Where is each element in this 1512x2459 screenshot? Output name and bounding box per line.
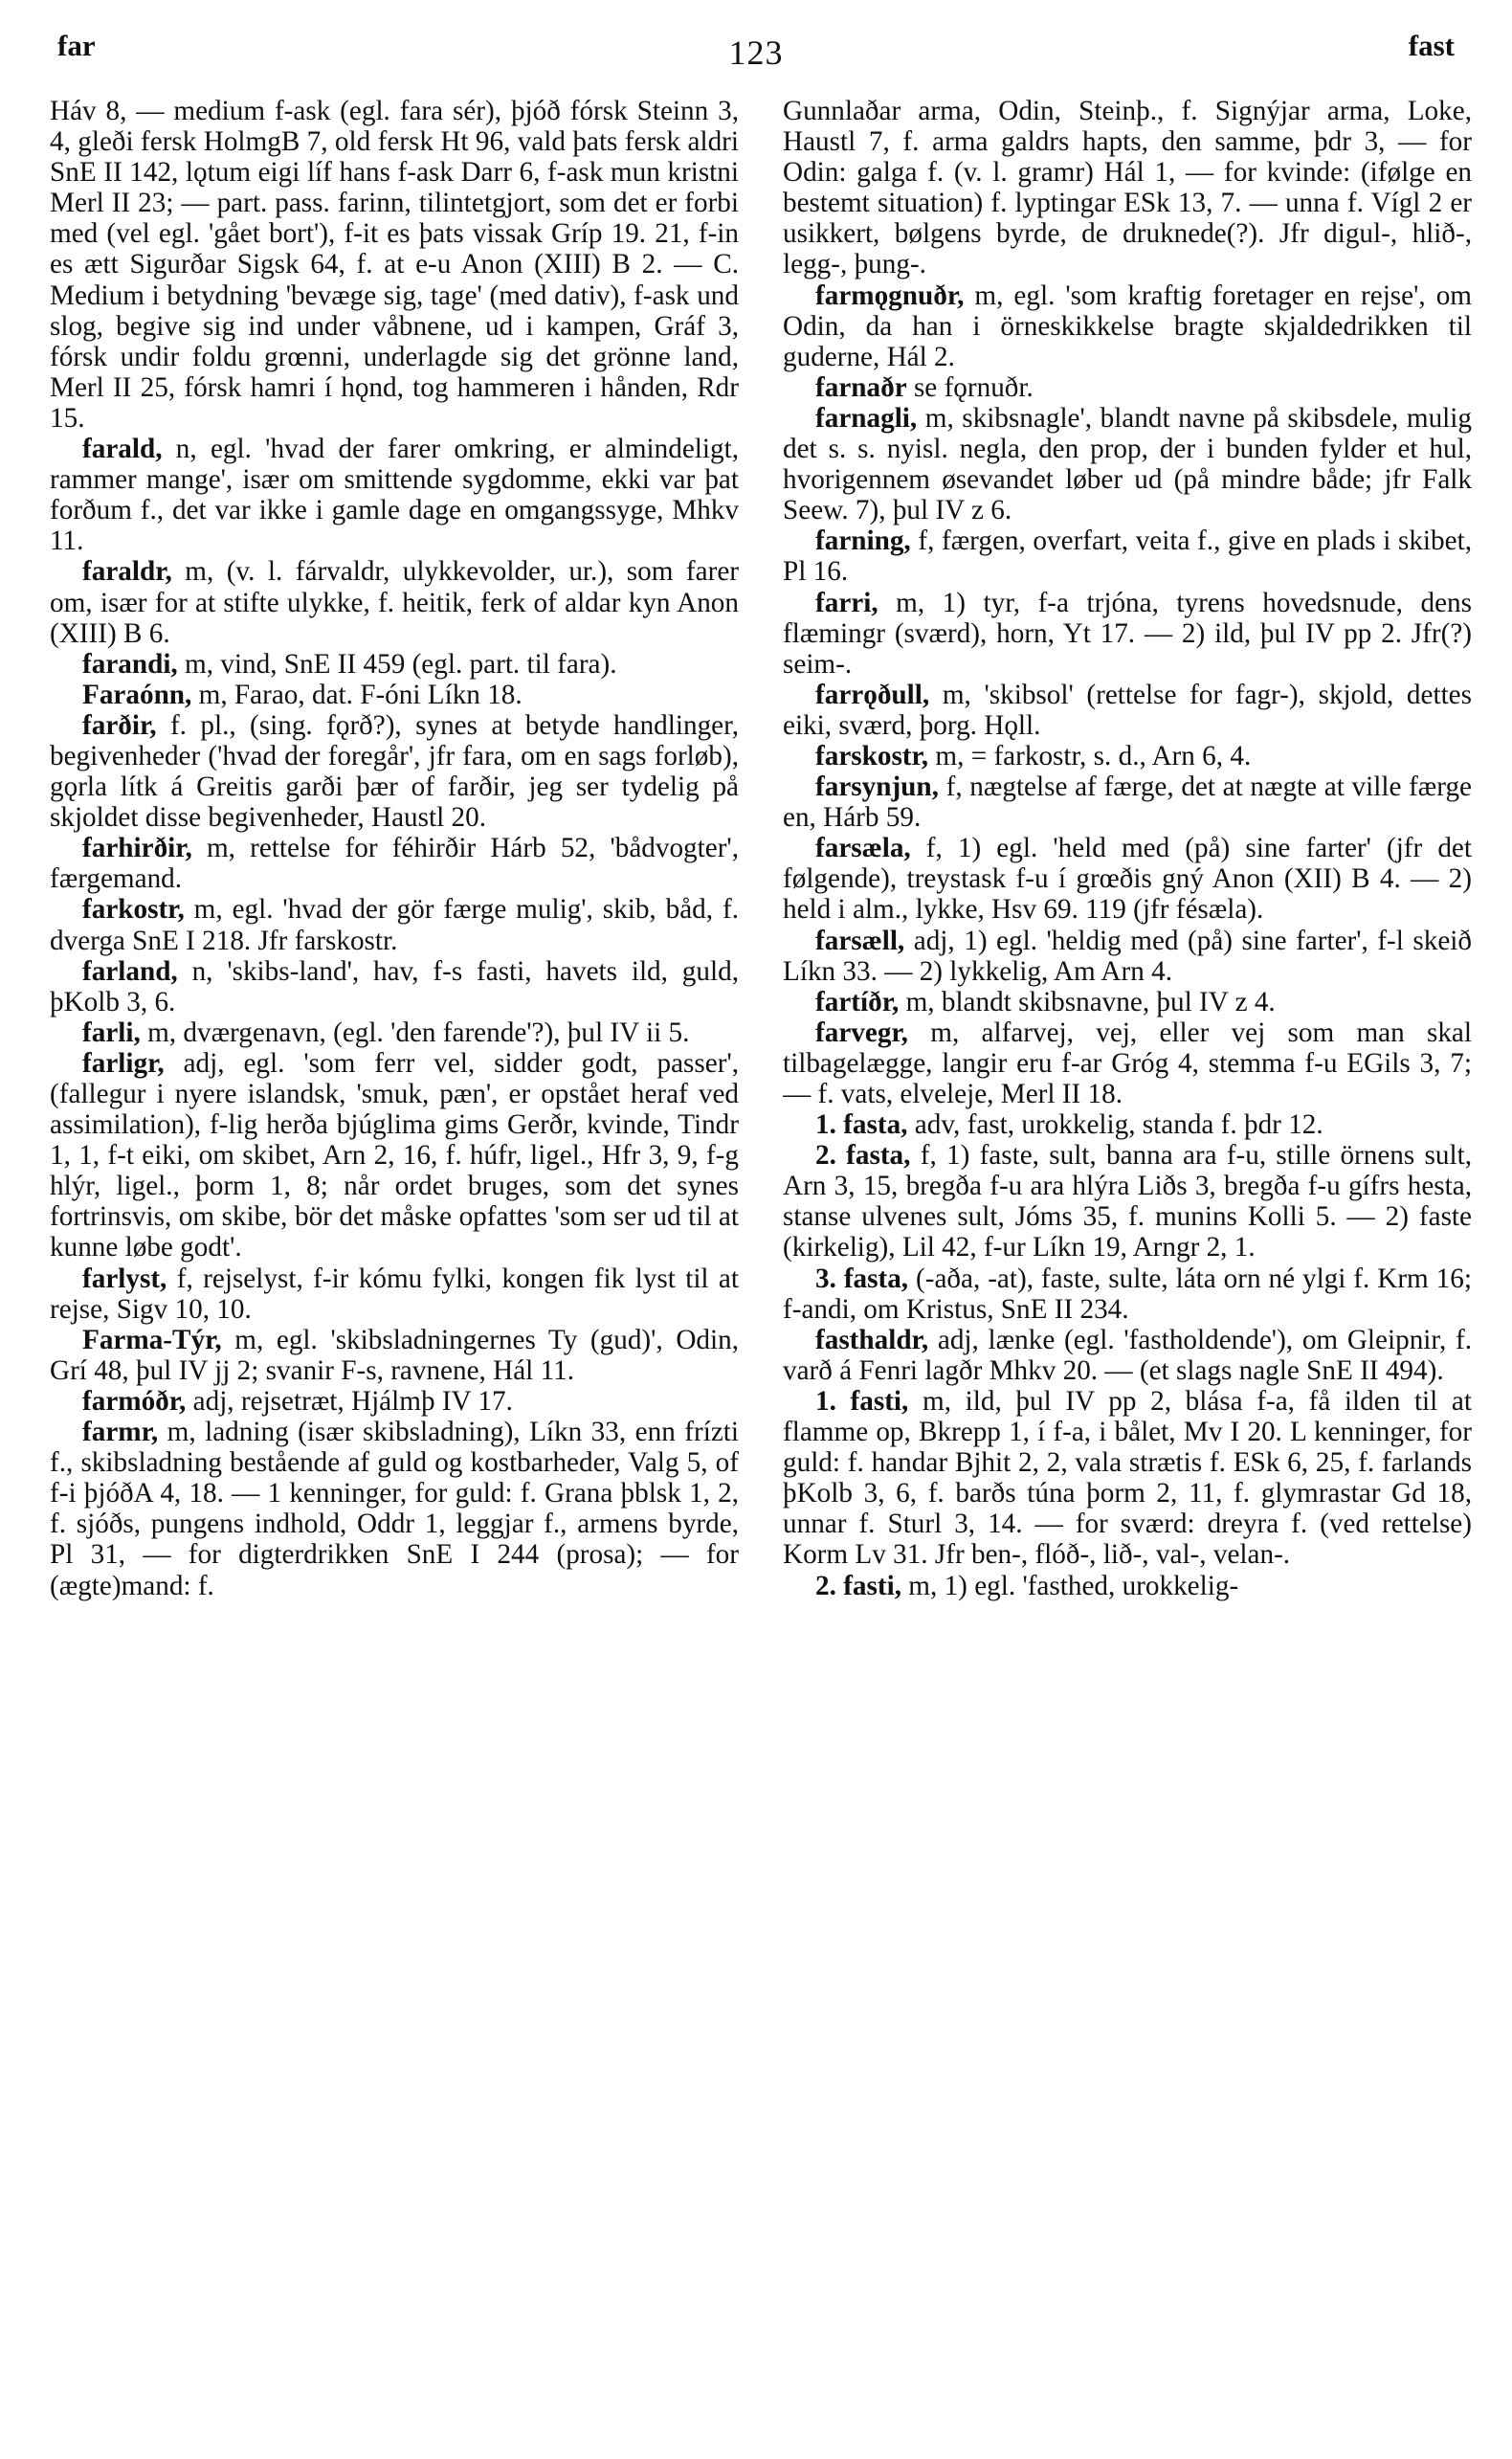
entry-text: adj, 1) egl. 'heldig med (på) sine farter', f-l skeið Líkn 33. — 2) lykkelig, Am Arn 4. [783,925,1472,987]
dictionary-entry [783,1140,1472,1263]
page-number: 123 [728,34,784,72]
entry-headword: 3. fasta, [815,1263,909,1294]
entry-headword: farhirðir, [82,833,192,864]
dictionary-entry [783,987,1472,1017]
entry-headword: Farma-Týr, [82,1324,222,1355]
entry-text: m, ladning (især skibsladning), Líkn 33, enn frízti f., skibsladning bestående af guld og kostbarheder, Valg 5, of f-i þjóðA 4, 18. — 1 kenninger, for guld: f. Grana þblsk 1, 2, f. sjóðs, pungens indhold, Oddr 1, leggjar f., armens byrde, Pl 31, — for digterdrikken SnE I 244 (prosa); — for (ægte)mand: f. [50,1417,739,1601]
dictionary-entry [783,771,1472,833]
entry-headword: farlyst, [82,1263,167,1294]
dictionary-entry [783,280,1472,372]
entry-text: m, ild, þul IV pp 2, blása f-a, få ilden til at flamme op, Bkrepp 1, í f-a, i bålet, Mv I 20. L kenninger, for guld: f. handar Bjhit 2, 2, vala strætis f. ESk 6, 25, f. farlands þKolb 3, 6, f. barðs túna þorm 2, 11, f. glymrastar Gd 18, unnar f. Sturl 3, 14. — for sværd: dreyra f. (ved rettelse) Korm Lv 31. Jfr ben-, flóð-, lið-, val-, velan-. [783,1385,1472,1571]
entry-headword: farkostr, [82,894,185,926]
dictionary-entry [783,1386,1472,1571]
entry-text: m, dværgenavn, (egl. 'den farende'?), þul IV ii 5. [140,1017,690,1048]
entry-text: m, vind, SnE II 459 (egl. part. til fara). [177,648,617,680]
entry-text: n, 'skibs-land', hav, f-s fasti, havets ild, guld, þKolb 3, 6. [50,955,739,1017]
entry-text: f, 1) egl. 'held med (på) sine farter' (jfr det følgende), treystask f-u í grœðis gný Anon (XII) B 4. — 2) held i alm., lykke, Hsv 69. 119 (jfr fésæla). [783,833,1472,926]
dictionary-entry [783,96,1472,280]
dictionary-entry [50,1017,739,1048]
dictionary-entry [50,1325,739,1386]
entry-text: f. pl., (sing. fǫrð?), synes at betyde handlinger, begivenheder ('hvad der foregår', jfr fara, om en sags forløb), gǫrla lítk á Greitis garði þær of farðir, jeg ser tydelig på skjoldet disse begivenheder, Haustl 20. [50,709,739,834]
dictionary-entry [783,926,1472,987]
entry-headword: farnaðr [815,371,907,403]
dictionary-entry [783,588,1472,680]
entry-headword: farmóðr, [82,1385,187,1417]
entry-text: m, Farao, dat. F-óni Líkn 18. [191,679,523,710]
entry-headword: farandi, [82,648,178,680]
entry-text: m, (v. l. fárvaldr, ulykkevolder, ur.), som farer om, især for at stifte ulykke, f. heitik, ferk of aldar kyn Anon (XIII) B 6. [50,556,739,649]
entry-text: m, 'skibsol' (rettelse for fagr-), skjold, dettes eiki, sværd, þorg. Hǫll. [783,679,1472,741]
entry-text: f, færgen, overfart, veita f., give en plads i skibet, Pl 16. [783,525,1472,588]
entry-headword: 1. fasta, [815,1109,908,1141]
entry-text: Gunnlaðar arma, Odin, Steinþ., f. Signýjar arma, Loke, Haustl 7, f. arma galdrs hapts, den samme, þdr 3, — for Odin: galga f. (v. l. gramr) Hál 1, — for kvinde: (ifølge en bestemt situation) f. lyptingar ESk 13, 7. — unna f. Vígl 2 er usikkert, bølgens byrde, de druknede(?). Jfr digul-, hlið-, legg-, þung-. [783,96,1472,280]
entry-text: m, skibsnagle', blandt navne på skibsdele, mulig det s. s. nyisl. negla, den prop, der i bunden fylder et hul, hvorigennem øsevandet løber ud (på mindre både; jfr Falk Seew. 7), þul IV z 6. [783,402,1472,526]
entry-text: m, 1) tyr, f-a trjóna, tyrens hovedsnude, dens flæmingr (sværd), horn, Yt 17. — 2) ild, þul IV pp 2. Jfr(?) seim-. [783,587,1472,680]
dictionary-entry [50,96,739,434]
entry-headword: farsynjun, [815,771,939,803]
running-head-left: far [57,29,96,62]
entry-headword: faraldr, [82,556,172,588]
entry-headword: farskostr, [815,740,929,771]
dictionary-entry [50,1048,739,1263]
dictionary-entry [783,403,1472,525]
running-head-right: fast [1408,29,1455,62]
entry-text: f, 1) faste, sult, banna ara f-u, stille örnens sult, Arn 3, 15, bregða f-u ara hlýra Liðs 3, bregða f-u gífrs hesta, stanse ulvenes sult, Jóms 35, f. munins Kolli 5. — 2) faste (kirkelig), Lil 42, f-ur Líkn 19, Arngr 2, 1. [783,1140,1472,1263]
entry-text: f, nægtelse af færge, det at nægte at ville færge en, Hárb 59. [783,771,1472,834]
entry-text: adj, lænke (egl. 'fastholdende'), om Gleipnir, f. varð á Fenri lagðr Mhkv 20. — (et slags nagle SnE II 494). [783,1324,1472,1386]
dictionary-entry [783,680,1472,741]
dictionary-entry [783,1571,1472,1601]
entry-headword: 1. fasti, [815,1385,909,1417]
dictionary-entry [50,680,739,710]
entry-headword: Faraónn, [82,679,192,710]
entry-text: m, 1) egl. 'fasthed, urokkelig- [901,1570,1239,1601]
dictionary-entry [50,833,739,894]
entry-text: adj, rejsetræt, Hjálmþ IV 17. [186,1385,513,1417]
entry-headword: farsæla, [815,833,911,864]
dictionary-entry [50,1417,739,1601]
entry-headword: farland, [82,955,178,987]
entry-headword: farning, [815,525,911,557]
entry-text: m, egl. 'som kraftig foretager en rejse', om Odin, da han i örneskikkelse bragte skjaldedrikken til guderne, Hál 2. [783,279,1472,372]
dictionary-entry [783,833,1472,925]
dictionary-entry [783,741,1472,771]
entry-text: (-aða, -at), faste, sulte, láta orn né ylgi f. Krm 16; f-andi, om Kristus, SnE II 234. [783,1263,1472,1325]
dictionary-entry [783,372,1472,403]
entry-headword: farrǫðull, [815,679,930,710]
entry-text: m, egl. 'hvad der gör færge mulig', skib, båd, f. dverga SnE I 218. Jfr farskostr. [50,894,739,956]
entry-text: f, rejselyst, f-ir kómu fylki, kongen fik lyst til at rejse, Sigv 10, 10. [50,1263,739,1325]
dictionary-entry [50,710,739,833]
dictionary-entry [50,556,739,648]
dictionary-entry [50,1386,739,1417]
entry-text: m, egl. 'skibsladningernes Ty (gud)', Odin, Grí 48, þul IV jj 2; svanir F-s, ravnene, Hál 11. [50,1324,739,1386]
dictionary-entry [50,434,739,556]
entry-text: m, blandt skibsnavne, þul IV z 4. [899,986,1276,1017]
dictionary-entry [50,649,739,680]
entry-headword: farsæll, [815,925,905,956]
entry-headword: farald, [82,434,163,465]
entry-headword: fartíðr, [815,986,900,1017]
right-column [783,96,1472,2431]
page-header [57,29,1455,73]
entry-text: adj, egl. 'som ferr vel, sidder godt, passer', (fallegur i nyere islandsk, 'smuk, pæn', er opstået heraf ved assimilation), f-lig herða bjúglima gims Gerðr, kvinde, Tindr 1, 1, f-t eiki, om skibet, Arn 2, 16, f. húfr, ligel., Hfr 3, 9, f-g hlýr, ligel., þorm 1, 8; når ordet bruges, som det synes fortrinsvis, om skibe, bör det måske opfattes 'som ser ud til at kunne løbe godt'. [50,1047,739,1263]
entry-headword: farvegr, [815,1017,908,1048]
dictionary-entry [50,956,739,1017]
dictionary-entry [783,1263,1472,1325]
entry-headword: fasthaldr, [815,1324,929,1355]
entry-text: m, alfarvej, vej, eller vej som man skal tilbagelægge, langir eru f-ar Gróg 4, stemma f-u EGils 3, 7; — f. vats, elveleje, Merl II 18. [783,1017,1472,1109]
entry-text: m, = farkostr, s. d., Arn 6, 4. [928,740,1252,771]
left-column [50,96,739,2431]
entry-text: Háv 8, — medium f-ask (egl. fara sér), þjóð fórsk Steinn 3, 4, gleði fersk HolmgB 7, old fersk Ht 96, vald þats fersk aldri SnE II 142, lǫtum eigi líf hans f-ask Darr 6, f-ask mun kristni Merl II 23; — part. pass. farinn, tilintetgjort, som det er forbi med (vel egl. 'gået bort'), f-it es þats vissak Gríp 19. 21, f-in es ætt Sigurðar Sigsk 64, f. at e-u Anon (XIII) B 2. — C. Medium i betydning 'bevæge sig, tage' (med dativ), f-ask und slog, begive sig ind under våbnene, ud i kampen, Gráf 3, fórsk undir foldu grœnni, underlagde sig det grönne land, Merl II 25, fórsk hamri í hǫnd, tog hammeren i hånden, Rdr 15. [50,96,739,434]
entry-text: n, egl. 'hvad der farer omkring, er almindeligt, rammer mange', især om smittende sygdomme, ekki var þat forðum f., det var ikke i gamle dage en omgangssyge, Mhkv 11. [50,434,739,557]
dictionary-entry [783,1325,1472,1386]
dictionary-entry [50,894,739,955]
entry-text: adv, fast, urokkelig, standa f. þdr 12. [907,1109,1323,1141]
entry-headword: 2. fasti, [815,1570,901,1601]
entry-headword: 2. fasta, [815,1140,911,1172]
entry-headword: farmǫgnuðr, [815,279,965,311]
entry-headword: farmr, [82,1417,159,1448]
entry-text: m, rettelse for féhirðir Hárb 52, 'bådvogter', færgemand. [50,833,739,895]
entry-headword: farnagli, [815,402,918,434]
dictionary-entry [50,1263,739,1325]
entry-headword: farligr, [82,1047,165,1079]
entry-headword: farðir, [82,709,157,741]
dictionary-entry [783,525,1472,587]
entry-text: se fǫrnuðr. [906,371,1034,403]
dictionary-entry [783,1017,1472,1109]
dictionary-entry [783,1109,1472,1140]
entry-headword: farli, [82,1017,141,1048]
entry-headword: farri, [815,587,878,618]
